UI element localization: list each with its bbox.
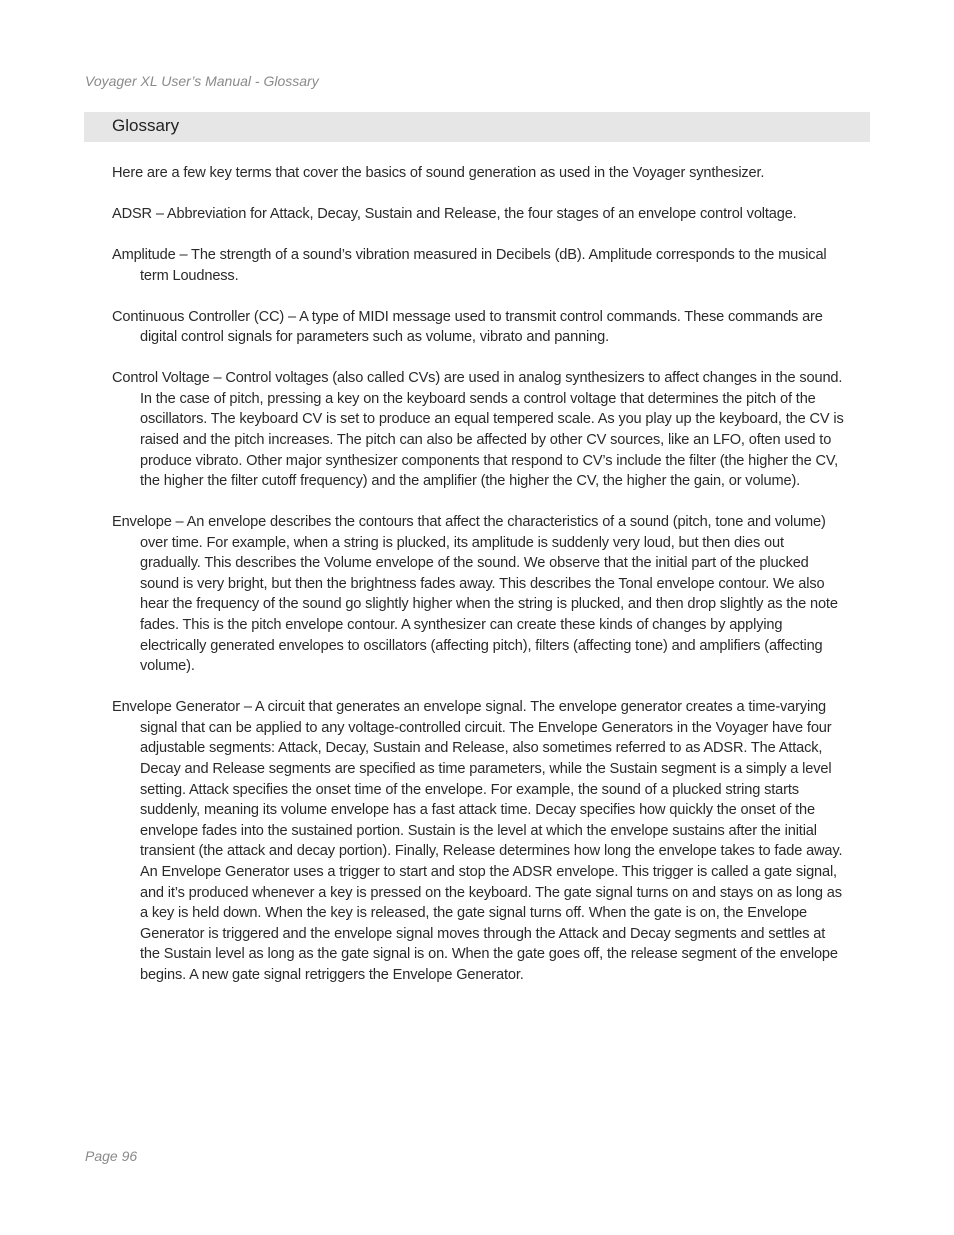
glossary-entry-amplitude: Amplitude – The strength of a sound’s vibration measured in Decibels (dB). Amplitude corresponds to the musical term Loudness. (112, 246, 827, 284)
page-number: Page 96 (85, 1148, 138, 1164)
glossary-body (112, 163, 848, 1006)
glossary-entry-adsr: ADSR – Abbreviation for Attack, Decay, Sustain and Release, the four stages of an envelope control voltage. (112, 205, 797, 222)
glossary-entry-continuous-controller: Continuous Controller (CC) – A type of MIDI message used to transmit control commands. These commands are digital control signals for parameters such as volume, vibrato and panning. (112, 308, 823, 346)
glossary-entry-envelope-generator: Envelope Generator – A circuit that generates an envelope signal. The envelope generator creates a time-varying signal that can be applied to any voltage-controlled circuit. The Envelope Generators in the Voyager have four adjustable segments: Attack, Decay, Sustain and Release, also sometimes referred to as ADSR. The Attack, Decay and Release segments are specified as time parameters, while the Sustain segment is a simply a level setting. Attack specifies the onset time of the envelope. For example, the sound of a plucked string starts suddenly, meaning its volume envelope has a fast attack time. Decay specifies how quickly the onset of the envelope fades into the sustained portion. Sustain is the level at which the envelope sustains after the initial transient (the attack and decay portion). Finally, Release determines how long the envelope takes to fade away. An Envelope Generator uses a trigger to start and stop the ADSR envelope. This trigger is called a gate signal, and it’s produced whenever a key is pressed on the keyboard. The gate signal turns on and stays on as long as a key is held down. When the key is released, the gate signal turns off. When the gate is on, the Envelope Generator is triggered and the envelope signal moves through the Attack and Decay segments and settles at the Sustain level as long as the gate signal is on. When the gate goes off, the release segment of the envelope begins. A new gate signal retriggers the Envelope Generator. (112, 699, 843, 983)
glossary-entry-control-voltage: Control Voltage – Control voltages (also called CVs) are used in analog synthesizers to affect changes in the sound. In the case of pitch, pressing a key on the keyboard sends a control voltage that determines the pitch of the oscillators. The keyboard CV is set to produce an equal tempered scale. As you play up the keyboard, the CV is raised and the pitch increases. The pitch can also be affected by other CV sources, like an LFO, often used to produce vibrato. Other major synthesizer components that respond to CV’s include the filter (the higher the CV, the higher the filter cutoff frequency) and the amplifier (the higher the CV, the higher the gain, or volume). (112, 370, 844, 490)
running-header: Voyager XL User’s Manual - Glossary (85, 73, 319, 89)
section-title: Glossary (112, 116, 180, 135)
section-header-bar (84, 112, 870, 142)
intro-paragraph: Here are a few key terms that cover the basics of sound generation as used in the Voyager synthesizer. (112, 165, 765, 181)
glossary-entry-envelope: Envelope – An envelope describes the contours that affect the characteristics of a sound (pitch, tone and volume) over time. For example, when a string is plucked, its amplitude is suddenly very loud, but then dies out gradually. This describes the Volume envelope of the sound. We observe that the initial part of the plucked sound is very bright, but then the brightness fades away. This describes the Tonal envelope contour. We also hear the frequency of the sound go slightly higher when the string is plucked, and then drop slightly as the note fades. This is the pitch envelope contour. A synthesizer can create these kinds of changes by applying electrically generated envelopes to oscillators (affecting pitch), filters (affecting tone) and amplifiers (affecting volume). (112, 514, 838, 675)
